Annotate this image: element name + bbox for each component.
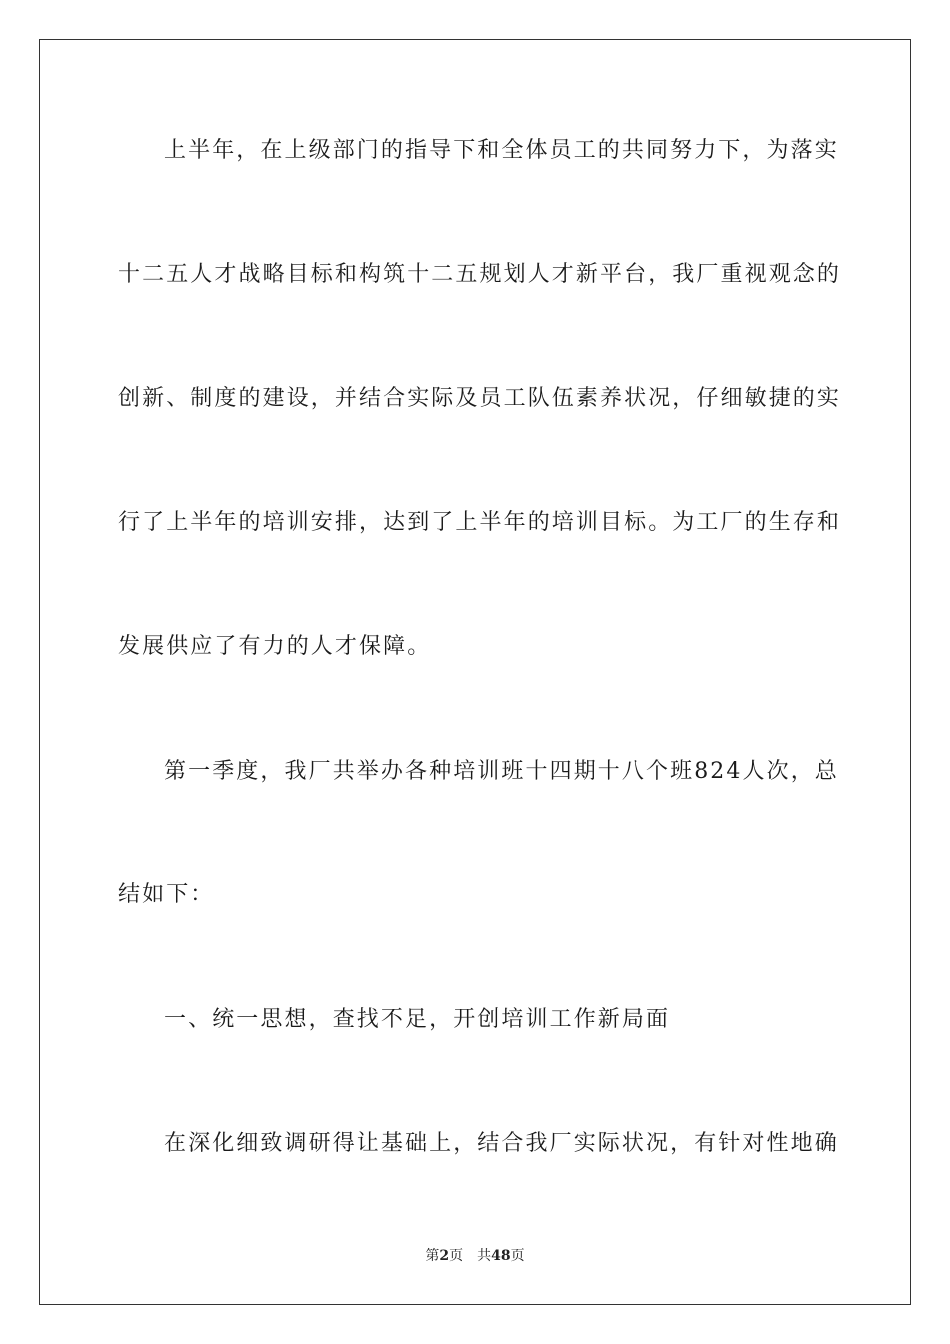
paragraph-2-line-2: 结如下： — [118, 882, 215, 907]
section-heading: 一、统一思想，查找不足，开创培训工作新局面 — [164, 1007, 671, 1032]
footer-page-number: 2 — [439, 1248, 450, 1264]
paragraph-1-line-1: 上半年，在上级部门的指导下和全体员工的共同努力下，为落实 — [164, 138, 839, 163]
paragraph-1-line-5: 发展供应了有力的人才保障。 — [118, 634, 432, 659]
paragraph-3-line-1: 在深化细致调研得让基础上，结合我厂实际状况，有针对性地确 — [164, 1131, 839, 1156]
paragraph-2-line-1: 第一季度，我厂共举办各种培训班十四期十八个班824人次，总 — [164, 759, 839, 784]
paragraph-1-line-4: 行了上半年的培训安排，达到了上半年的培训目标。为工厂的生存和 — [118, 510, 842, 535]
page-footer — [0, 1245, 950, 1265]
footer-total-suffix: 页 — [510, 1248, 525, 1264]
page-frame — [39, 39, 911, 1305]
footer-total-number: 48 — [491, 1248, 511, 1264]
footer-total-prefix: 共 — [477, 1248, 492, 1264]
paragraph-1-line-3: 创新、制度的建设，并结合实际及员工队伍素养状况，仔细敏捷的实 — [118, 386, 842, 411]
footer-page-suffix: 页 — [449, 1248, 464, 1264]
footer-page-prefix: 第 — [425, 1248, 440, 1264]
paragraph-1-line-2: 十二五人才战略目标和构筑十二五规划人才新平台，我厂重视观念的 — [118, 262, 842, 287]
